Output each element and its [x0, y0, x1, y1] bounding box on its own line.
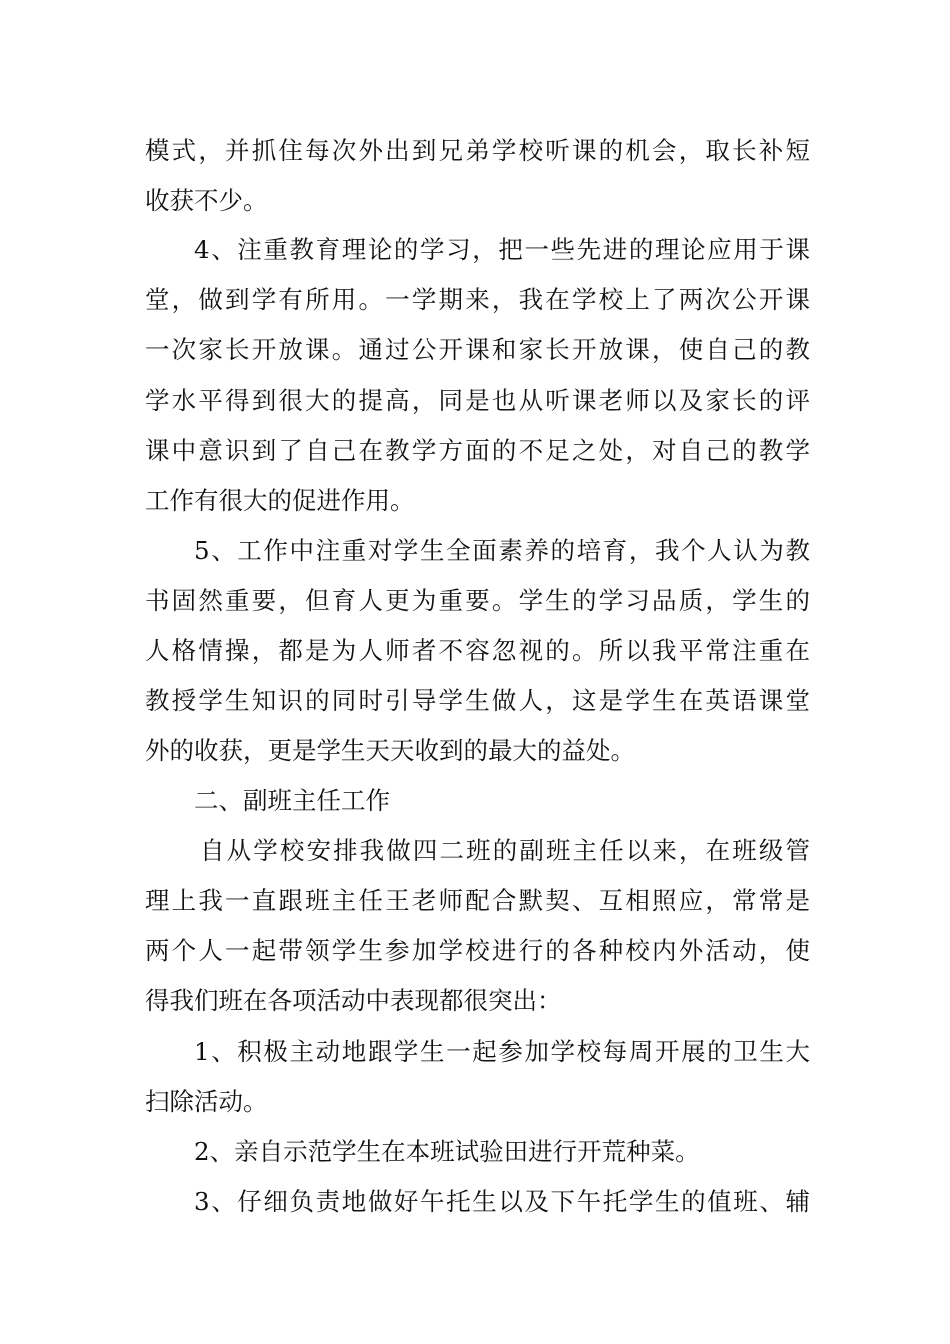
paragraph-start-line: 2、亲自示范学生在本班试验田进行开荒种菜。: [194, 1137, 700, 1166]
text-line: 学水平得到很大的提高，同是也从听课老师以及家长的评: [145, 386, 810, 415]
text-line: 扫除活动。: [145, 1087, 268, 1116]
text-line: 书固然重要，但育人更为重要。学生的学习品质，学生的: [145, 586, 810, 615]
text-line: 教授学生知识的同时引导学生做人，这是学生在英语课堂: [145, 686, 810, 715]
text-line: 堂，做到学有所用。一学期来，我在学校上了两次公开课: [145, 285, 810, 314]
text-line: 工作有很大的促进作用。: [145, 486, 415, 515]
text-line: 人格情操，都是为人师者不容忽视的。所以我平常注重在: [145, 636, 810, 665]
text-line: 理上我一直跟班主任王老师配合默契、互相照应，常常是: [145, 886, 810, 915]
paragraph-start-line: 4、注重教育理论的学习，把一些先进的理论应用于课: [194, 235, 810, 264]
paragraph-start-line: 5、工作中注重对学生全面素养的培育，我个人认为教: [194, 536, 810, 565]
text-line: 课中意识到了自己在教学方面的不足之处，对自己的教学: [145, 436, 810, 465]
text-line: 得我们班在各项活动中表现都很突出：: [145, 986, 562, 1015]
text-line: 模式，并抓住每次外出到兄弟学校听课的机会，取长补短: [145, 136, 810, 165]
paragraph-start-line: 1、积极主动地跟学生一起参加学校每周开展的卫生大: [194, 1037, 810, 1066]
text-line: 外的收获，更是学生天天收到的最大的益处。: [145, 736, 635, 765]
text-line: 两个人一起带领学生参加学校进行的各种校内外活动，使: [145, 936, 810, 965]
text-line: 一次家长开放课。通过公开课和家长开放课，使自己的教: [145, 335, 810, 364]
paragraph-start-line: 自从学校安排我做四二班的副班主任以来，在班级管: [200, 836, 810, 865]
paragraph-start-line: 3、仔细负责地做好午托生以及下午托学生的值班、辅: [194, 1187, 810, 1216]
text-line: 收获不少。: [145, 186, 268, 215]
section-heading: 二、副班主任工作: [194, 786, 390, 815]
